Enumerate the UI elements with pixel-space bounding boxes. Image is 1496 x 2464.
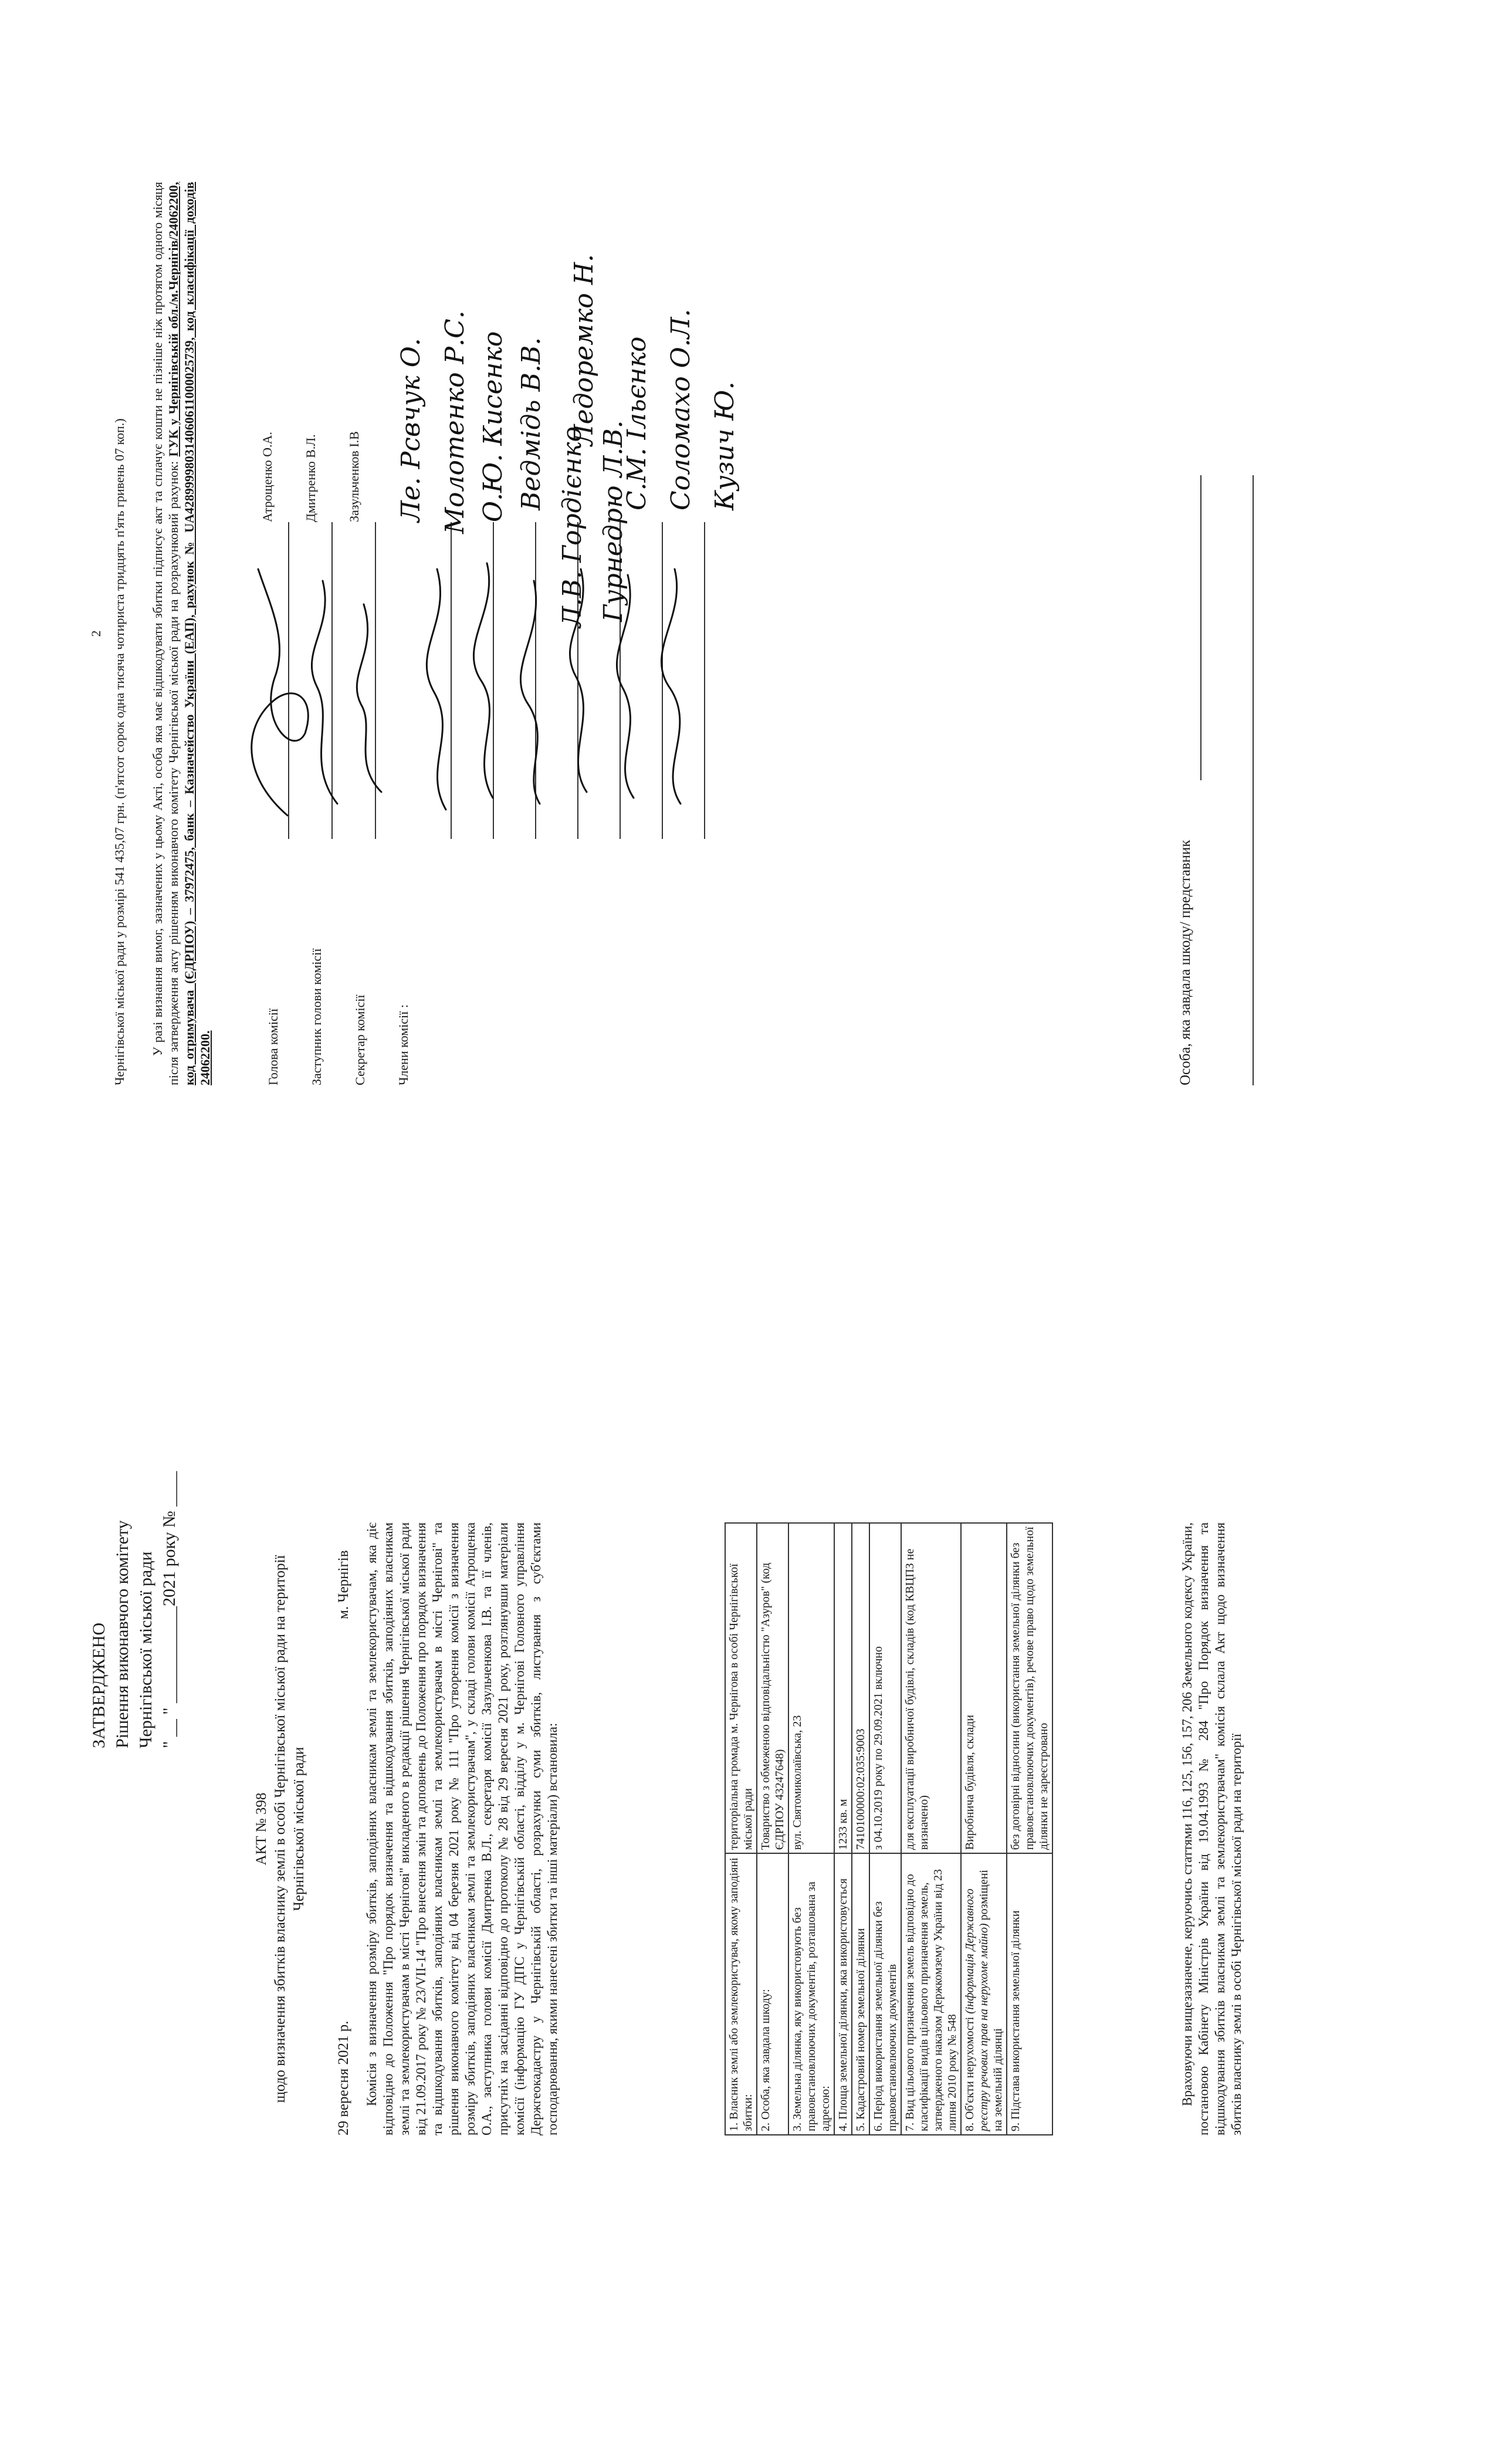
handwritten-name: Ле. Рсвчук О. <box>396 338 426 522</box>
signature-stroke <box>357 604 381 792</box>
row-label-text: 8. Об'єкти нерухомості <box>963 2013 976 2131</box>
land-info-table <box>725 1522 1053 2135</box>
row-label-tail: розміщені на земельній ділянці <box>977 1870 1004 2131</box>
row-value: без договірні відносини (використання земельної ділянки без правовстановлюючих документів), речове право щодо земельної ділянки не зареєстровано <box>1007 1523 1052 1853</box>
signatory-role: Заступник голови комісії <box>309 948 324 1085</box>
signature-stroke <box>520 581 540 804</box>
handwritten-name: Соломахо О.Л. <box>666 309 696 510</box>
row-label: 5. Кадастровий номер земельної ділянки <box>852 1853 869 2135</box>
row-value: Товариство з обмеженою відповідальністю "Азуров" (код ЄДРПОУ 43247648) <box>757 1523 788 1853</box>
row-label: 2. Особа, яка завдала шкоду: <box>757 1853 788 2135</box>
signature-stroke <box>427 569 446 810</box>
handwritten-name: Ледоремко Н. <box>569 254 599 446</box>
row-label-italic: (інформація Державного реєстру речових прав на нерухоме майно) <box>963 1888 990 2131</box>
approval-title: ЗАТВЕРДЖЕНО <box>89 1622 109 1748</box>
signatory-role: Секретар комісії <box>353 994 367 1085</box>
row-value: 1233 кв. м <box>834 1523 852 1853</box>
approval-date-line: " __ " ___________2021 року № ____ <box>160 1471 179 1748</box>
signature-stroke <box>661 569 681 804</box>
act-city: м. Чернігів <box>336 1550 351 1619</box>
row-label: 4. Площа земельної ділянки, яка використовується <box>834 1853 852 2135</box>
row-label <box>961 1853 1007 2135</box>
row-value: Виробнича будівля, склади <box>961 1523 1007 1853</box>
signatory-role: Члени комісії : <box>396 1004 411 1085</box>
signatory-name: Атрощенко О.А. <box>260 432 275 522</box>
page-number: 2 <box>89 630 103 637</box>
table-row <box>869 1523 901 2135</box>
row-value: вул. Святомиколаївська, 23 <box>788 1523 834 1853</box>
handwritten-name: Л.В. Гордієнко <box>557 426 587 628</box>
table-row <box>725 1523 757 2135</box>
row-label: 1. Власник землі або землекористувач, якому заподіяні збитки: <box>725 1853 757 2135</box>
act-intro: Комісія з визначення розміру збитків, заподіяних власникам землі та землекористувачам, яка діє відповідно до Положення "Про порядок визначення та відшкодування збитків, заподіяних власникам землі та землекористувачам в місті Чернігові" викладеного в редакції рішення Чернігівської міської ради від 21.09.2017 року № 23/VII-14 "Про внесення змін та доповнень до Положення про порядок визначення та відшкодування збитків, заподіяних власникам землі та землекористувачам в місті Чернігові" та рішення виконавчого комітету від 04 березня 2021 року № 111 "Про утворення комісії з визначення розміру збитків, заподіяних власникам землі та землекористувачам", у складі голови комісії Атрощенка О.А., заступника голови комісії Дмитренка В.Л., секретаря комісії Зазульченкова І.В. та її членів, присутніх на засіданні відповідно до протоколу № 28 від 29 вересня 2021 року, розглянувши матеріали комісії (інформацію ГУ ДПС у Чернігівській області, відділу у м. Чернігові Головного управління Держгеокадастру у Чернігівській області, розрахунки суми збитків, листування з суб'єктами господарювання, якими нанесені збитки та інші матеріали) встановила: <box>364 1522 560 2135</box>
handwritten-name: Ведмідь В.В. <box>516 337 546 510</box>
bank-details: ГУК у Чернігівській обл./м.Чернігів/24062200, код отримувача (ЄДРПОУ) – 37972475, банк – Казначейство України (ЕАП), рахунок № UA428999980314060611000025739, код класифікації доходів 24062200. <box>166 182 212 1085</box>
handwritten-name: С.М. Ільєнко <box>622 336 652 510</box>
row-label: 3. Земельна ділянка, яку використовують без правовстановлюючих документів, розташована за адресою: <box>788 1853 834 2135</box>
table-row <box>1007 1523 1052 2135</box>
culprit-name-line <box>1253 475 1254 1085</box>
row-value: територіальна громада м. Чернігова в особі Чернігівської міської ради <box>725 1523 757 1853</box>
approval-council: Чернігівської міської ради <box>136 1551 155 1748</box>
act-subject-line1: щодо визначення збитків власнику землі в особі Чернігівської міської ради на території <box>272 1555 288 2103</box>
handwritten-signatures <box>235 534 716 827</box>
act-number: АКТ № 398 <box>253 1792 269 1866</box>
table-row <box>852 1523 869 2135</box>
handwritten-name: Кузич Ю. <box>710 381 740 510</box>
damages-amount-paragraph: Чернігівської міської ради у розмірі 541 435,07 грн. (п'ятсот сорок одна тисяча чотириста тридцять п'ять гривень 07 коп.) <box>112 418 127 1085</box>
signatory-role: Голова комісії <box>266 1008 280 1085</box>
payment-instructions-paragraph <box>150 182 213 1085</box>
act-subject-line2: Чернігівської міської ради <box>291 1747 307 1911</box>
row-label: 9. Підстава використання земельної ділянки <box>1007 1853 1052 2135</box>
row-label: 6. Період використання земельної ділянки без правовстановлюючих документів <box>869 1853 901 2135</box>
signatory-name: Дмитренко В.Л. <box>303 434 318 522</box>
signature-stroke <box>473 563 493 798</box>
signatory-name: Зазульченков І.В <box>347 431 361 522</box>
culprit-signature-row <box>1167 182 1211 1085</box>
approval-body: Рішення виконавчого комітету <box>113 1520 132 1748</box>
table-row <box>757 1523 788 2135</box>
table-row <box>901 1523 961 2135</box>
closing-paragraph: Враховуючи вищезазначене, керуючись статтями 116, 125, 156, 157, 206 Земельного кодексу України, постановою Кабінету Міністрів України від 19.04.1993 № 284 "Про Порядок визначення та відшкодування збитків власникам землі та землекористувачам" комісія склала Акт щодо визначення збитків власнику землі в особі Чернігівської міської ради на території <box>1180 1522 1244 2135</box>
handwritten-name: Гурнедрю Л.В. <box>598 420 628 622</box>
handwritten-name: О.Ю. Кисенко <box>478 331 508 522</box>
payment-terms: У разі визнання вимог, зазначених у цьому Акті, особа яка має відшкодувати збитки підписує акт та сплачує кошти не пізніше ніж протягом одного місяця після затвердження акту рішенням виконавчого комітету Чернігівської міської ради на розрахунковий рахунок: <box>150 182 181 1085</box>
row-value: 7410100000:02:035:9003 <box>852 1523 869 1853</box>
act-date: 29 вересня 2021 р. <box>336 2020 351 2135</box>
row-value: для експлуатації виробничої будівлі, складів (код КВЦПЗ не визначено) <box>901 1523 961 1853</box>
row-label: 7. Вид цільового призначення земель відповідно до класифікації видів цільового призначення земель, затвердженого наказом Держкомзему України від 23 липня 2010 року № 548 <box>901 1853 961 2135</box>
culprit-label: Особа, яка завдала шкоду/ представник <box>1177 840 1193 1085</box>
handwritten-name: Молотенко Р.С. <box>440 310 470 534</box>
table-row <box>788 1523 834 2135</box>
signature-stroke <box>252 569 309 815</box>
table-row <box>961 1523 1007 2135</box>
signature-stroke <box>312 581 337 804</box>
signature-line <box>1200 475 1201 780</box>
row-value: з 04.10.2019 року по 29.09.2021 включно <box>869 1523 901 1853</box>
table-row <box>834 1523 852 2135</box>
